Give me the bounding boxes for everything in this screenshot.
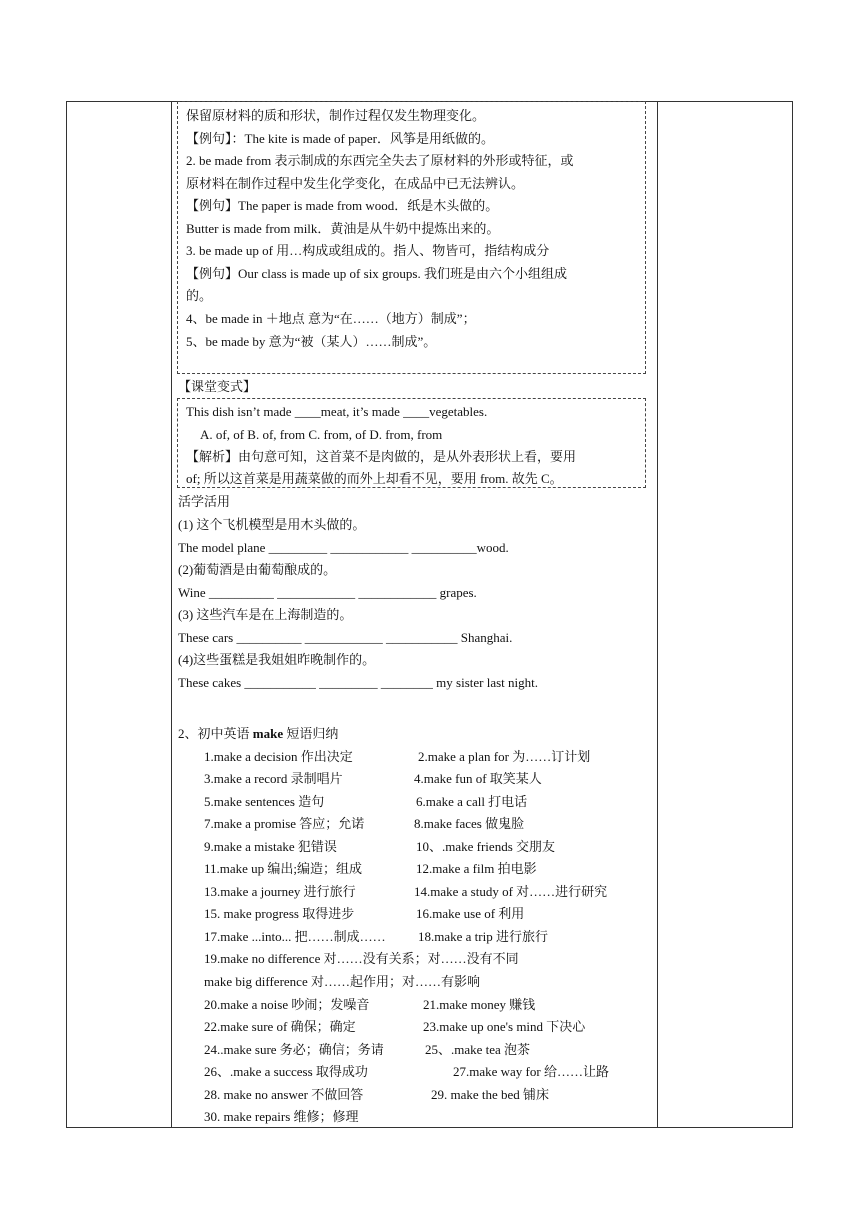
phrase-item: 9.make a mistake 犯错误 <box>204 839 337 854</box>
phrase-item: 30. make repairs 维修；修理 <box>204 1109 359 1124</box>
phrase-item: 8.make faces 做鬼脸 <box>414 816 525 831</box>
phrase-item: 1.make a decision 作出决定 <box>204 749 353 764</box>
phrases-heading-suffix: 短语归纳 <box>283 726 339 741</box>
phrase-item: 11.make up 编出;编造；组成 <box>204 861 363 876</box>
phrase-item: 25、.make tea 泡茶 <box>425 1042 531 1057</box>
exercise-question-cn: (1) 这个飞机模型是用木头做的。 <box>178 517 366 532</box>
phrase-item: 15. make progress 取得进步 <box>204 906 355 921</box>
phrase-item: 18.make a trip 进行旅行 <box>418 929 548 944</box>
phrase-item: 24..make sure 务必；确信；务请 <box>204 1042 384 1057</box>
grammar-line: 2. be made from 表示制成的东西完全失去了原材料的外形或特征，或 <box>186 153 574 168</box>
phrase-item: 17.make ...into... 把……制成…… <box>204 929 386 944</box>
exercise-question-en: Wine __________ ____________ ____________ grapes. <box>178 585 477 600</box>
phrases-heading-prefix: 2、初中英语 <box>178 726 253 741</box>
phrase-item: make big difference 对……起作用；对……有影响 <box>204 974 480 989</box>
phrase-item: 29. make the bed 铺床 <box>431 1087 550 1102</box>
phrases-heading <box>178 725 338 743</box>
phrase-item: 20.make a noise 吵闹；发噪音 <box>204 997 370 1012</box>
phrase-item: 4.make fun of 取笑某人 <box>414 771 542 786</box>
phrase-item: 26、.make a success 取得成功 <box>204 1064 368 1079</box>
practice-analysis: of; 所以这首菜是用蔬菜做的而外上却看不见，要用 from. 故先 C。 <box>186 471 563 486</box>
grammar-line: 的。 <box>186 288 213 303</box>
phrase-item: 3.make a record 录制唱片 <box>204 771 343 786</box>
phrase-item: 13.make a journey 进行旅行 <box>204 884 356 899</box>
phrase-item: 5.make sentences 造句 <box>204 794 325 809</box>
phrase-item: 16.make use of 利用 <box>416 906 525 921</box>
phrase-item: 23.make up one's mind 下决心 <box>423 1019 586 1034</box>
phrase-item: 2.make a plan for 为……订计划 <box>418 749 591 764</box>
practice-options: A. of, of B. of, from C. from, of D. from, from <box>200 427 443 442</box>
grammar-line: 【例句】The paper is made from wood．纸是木头做的。 <box>186 198 499 213</box>
grammar-line: 【例句】Our class is made up of six groups. 我们班是由六个小组组成 <box>186 266 567 281</box>
practice-heading: 【课堂变式】 <box>178 379 257 394</box>
phrase-item: 10、.make friends 交朋友 <box>416 839 556 854</box>
practice-analysis: 【解析】由句意可知，这首菜不是肉做的，是从外表形状上看，要用 <box>186 449 577 464</box>
column-divider-right <box>657 102 658 1127</box>
grammar-line: 原材料在制作过程中发生化学变化，在成品中已无法辨认。 <box>186 176 525 191</box>
exercise-question-en: These cakes ___________ _________ ________ my sister last night. <box>178 675 538 690</box>
phrase-item: 21.make money 赚钱 <box>423 997 536 1012</box>
exercise-question-cn: (4)这些蛋糕是我姐姐昨晚制作的。 <box>178 652 376 667</box>
phrase-item: 7.make a promise 答应；允诺 <box>204 816 365 831</box>
column-divider-left <box>171 102 172 1127</box>
grammar-line: Butter is made from milk．黄油是从牛奶中提炼出来的。 <box>186 221 500 236</box>
exercise-question-cn: (2)葡萄酒是由葡萄酿成的。 <box>178 562 337 577</box>
phrase-item: 6.make a call 打电话 <box>416 794 528 809</box>
phrase-item: 12.make a film 拍电影 <box>416 861 537 876</box>
phrase-item: 27.make way for 给……让路 <box>453 1064 609 1079</box>
phrase-item: 28. make no answer 不做回答 <box>204 1087 364 1102</box>
phrases-heading-keyword: make <box>252 726 284 741</box>
grammar-line: 保留原材料的质和形状，制作过程仅发生物理变化。 <box>186 108 486 123</box>
exercise-question-cn: (3) 这些汽车是在上海制造的。 <box>178 607 353 622</box>
exercise-heading: 活学活用 <box>178 494 231 509</box>
phrase-item: 14.make a study of 对……进行研究 <box>414 884 608 899</box>
phrase-item: 19.make no difference 对……没有关系；对……没有不同 <box>204 951 519 966</box>
grammar-line: 4、be made in ＋地点 意为“在……（地方）制成”； <box>186 311 476 326</box>
phrase-item: 22.make sure of 确保；确定 <box>204 1019 356 1034</box>
grammar-line: 【例句】：The kite is made of paper．风筝是用纸做的。 <box>186 131 494 146</box>
grammar-line: 3. be made up of 用…构成或组成的。指人、物皆可，指结构成分 <box>186 243 550 258</box>
practice-question: This dish isn’t made ____meat, it’s made ____vegetables. <box>186 404 488 419</box>
grammar-line: 5、be made by 意为“被（某人）……制成”。 <box>186 334 437 349</box>
exercise-question-en: The model plane _________ ____________ __________wood. <box>178 540 509 555</box>
exercise-question-en: These cars __________ ____________ ___________ Shanghai. <box>178 630 513 645</box>
